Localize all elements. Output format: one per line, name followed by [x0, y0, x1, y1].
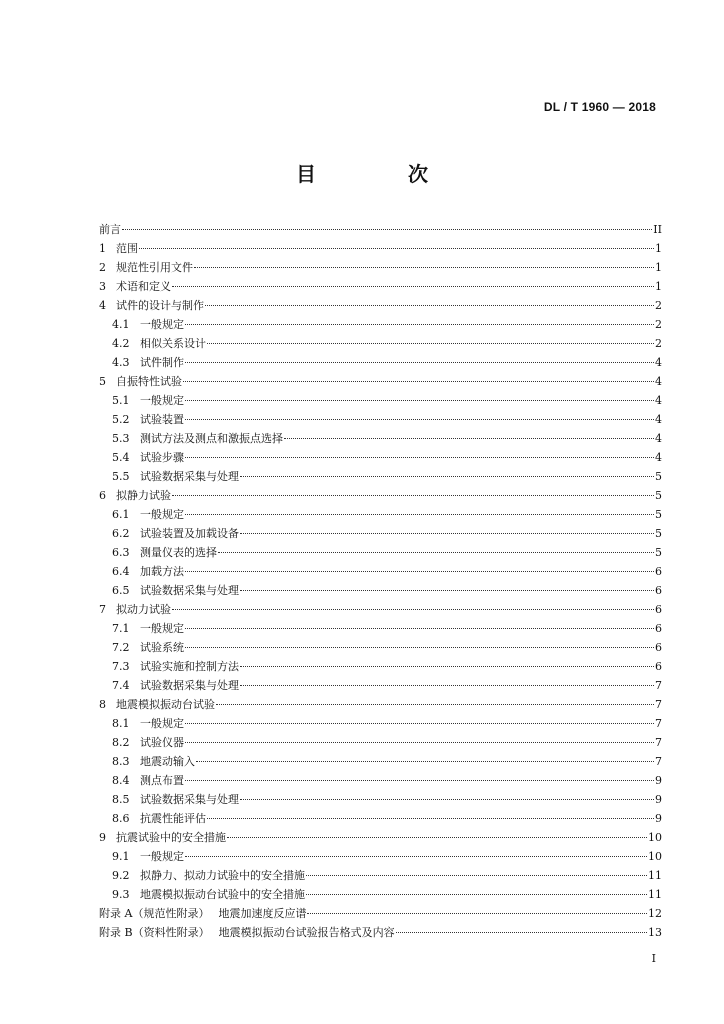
toc-dot-leader — [185, 457, 654, 458]
toc-entry-page: 4 — [655, 413, 662, 426]
toc-entry-label: 试件制作 — [140, 356, 184, 369]
toc-entry-page: 5 — [655, 508, 662, 521]
toc-entry-number: 7 — [99, 603, 106, 616]
toc-entry-label: 一般规定 — [140, 850, 184, 863]
toc-entry-page: 7 — [655, 755, 662, 768]
toc-entry-number: 附录 A（规范性附录） — [99, 907, 210, 920]
toc-dot-leader — [185, 514, 654, 515]
toc-entry-page: 4 — [655, 375, 662, 388]
toc-entry[interactable] — [99, 429, 662, 448]
toc-entry-label: 拟动力试验 — [116, 603, 171, 616]
toc-entry-number: 8.6 — [112, 812, 130, 825]
toc-entry-number: 8.3 — [112, 755, 130, 768]
toc-entry-number: 4.1 — [112, 318, 130, 331]
toc-entry-label: 范围 — [116, 242, 138, 255]
toc-entry-label: 一般规定 — [140, 394, 184, 407]
toc-entry[interactable] — [99, 220, 662, 239]
toc-entry-label: 地震加速度反应谱 — [218, 907, 307, 920]
page-number: I — [651, 952, 656, 965]
toc-entry[interactable] — [99, 752, 662, 771]
toc-entry[interactable] — [99, 771, 662, 790]
toc-entry-label: 拟静力试验 — [116, 489, 171, 502]
toc-entry[interactable] — [99, 828, 662, 847]
toc-entry-page: 9 — [655, 793, 662, 806]
toc-entry[interactable] — [99, 904, 662, 923]
toc-dot-leader — [185, 742, 654, 743]
toc-entry[interactable] — [99, 524, 662, 543]
toc-dot-leader — [240, 685, 654, 686]
toc-entry[interactable] — [99, 258, 662, 277]
toc-dot-leader — [185, 324, 654, 325]
page-title: 目 次 — [296, 162, 464, 186]
toc-entry[interactable] — [99, 790, 662, 809]
toc-entry-label: 试验装置及加载设备 — [140, 527, 239, 540]
toc-entry-number: 6.2 — [112, 527, 130, 540]
toc-entry-label: 一般规定 — [140, 622, 184, 635]
toc-entry-page: 9 — [655, 812, 662, 825]
toc-entry[interactable] — [99, 733, 662, 752]
toc-dot-leader — [196, 761, 654, 762]
toc-entry-number: 9.2 — [112, 869, 130, 882]
toc-entry-page: 11 — [648, 869, 662, 882]
toc-entry-label: 试验数据采集与处理 — [140, 584, 239, 597]
toc-dot-leader — [284, 438, 654, 439]
toc-entry[interactable] — [99, 486, 662, 505]
toc-entry-page: 2 — [655, 299, 662, 312]
toc-entry-label: 测试方法及测点和激振点选择 — [140, 432, 283, 445]
toc-entry-label: 抗震性能评估 — [140, 812, 206, 825]
toc-entry-number: 5.3 — [112, 432, 130, 445]
toc-dot-leader — [207, 343, 654, 344]
toc-entry-page: 13 — [648, 926, 662, 939]
toc-dot-leader — [183, 381, 654, 382]
toc-entry-number: 6 — [99, 489, 106, 502]
toc-entry-number: 8 — [99, 698, 106, 711]
toc-entry-number: 6.5 — [112, 584, 130, 597]
toc-entry-page: 4 — [655, 432, 662, 445]
toc-entry-number: 7.4 — [112, 679, 130, 692]
toc-dot-leader — [172, 495, 654, 496]
toc-dot-leader — [240, 799, 654, 800]
toc-entry-label: 试验仪器 — [140, 736, 184, 749]
toc-entry[interactable] — [99, 334, 662, 353]
toc-entry-number: 7.2 — [112, 641, 130, 654]
toc-entry-number: 5.4 — [112, 451, 130, 464]
toc-entry[interactable] — [99, 410, 662, 429]
toc-entry[interactable] — [99, 505, 662, 524]
toc-entry-label: 地震模拟振动台试验报告格式及内容 — [218, 926, 395, 939]
toc-entry-number: 6.3 — [112, 546, 130, 559]
toc-entry-page: 5 — [655, 470, 662, 483]
toc-dot-leader — [185, 647, 654, 648]
toc-dot-leader — [172, 609, 654, 610]
toc-entry-label: 试验数据采集与处理 — [140, 470, 239, 483]
toc-entry-label: 地震动输入 — [140, 755, 195, 768]
toc-dot-leader — [205, 305, 654, 306]
toc-entry-label: 试验步骤 — [140, 451, 184, 464]
toc-entry-label: 术语和定义 — [116, 280, 171, 293]
toc-entry[interactable] — [99, 315, 662, 334]
toc-entry[interactable] — [99, 847, 662, 866]
toc-entry[interactable] — [99, 372, 662, 391]
toc-entry-label: 加载方法 — [140, 565, 184, 578]
toc-dot-leader — [185, 571, 654, 572]
toc-entry[interactable] — [99, 657, 662, 676]
toc-entry-page: 7 — [655, 717, 662, 730]
toc-dot-leader — [194, 267, 654, 268]
toc-entry[interactable] — [99, 809, 662, 828]
toc-entry[interactable] — [99, 277, 662, 296]
toc-entry-page: 12 — [648, 907, 662, 920]
toc-entry-page: 7 — [655, 679, 662, 692]
toc-entry-page: 7 — [655, 736, 662, 749]
document-code: DL / T 1960 — 2018 — [543, 100, 656, 114]
toc-entry-number: 9 — [99, 831, 106, 844]
toc-entry-label: 地震模拟振动台试验 — [116, 698, 215, 711]
toc-entry[interactable] — [99, 562, 662, 581]
toc-dot-leader — [396, 932, 647, 933]
toc-entry-page: 9 — [655, 774, 662, 787]
toc-entry-label: 测点布置 — [140, 774, 184, 787]
toc-entry-page: 1 — [655, 280, 662, 293]
toc-entry-page: II — [653, 223, 662, 236]
toc-entry-label: 试验数据采集与处理 — [140, 679, 239, 692]
toc-entry-label: 自振特性试验 — [116, 375, 182, 388]
toc-entry[interactable] — [99, 714, 662, 733]
toc-entry[interactable] — [99, 296, 662, 315]
toc-entry-number: 2 — [99, 261, 106, 274]
toc-dot-leader — [185, 780, 654, 781]
toc-entry-label: 一般规定 — [140, 508, 184, 521]
toc-entry-number: 7.1 — [112, 622, 130, 635]
toc-entry-label: 试验实施和控制方法 — [140, 660, 239, 673]
toc-entry-number: 8.1 — [112, 717, 130, 730]
toc-dot-leader — [185, 856, 647, 857]
toc-entry[interactable] — [99, 619, 662, 638]
toc-entry-number: 4 — [99, 299, 106, 312]
toc-entry-page: 5 — [655, 489, 662, 502]
toc-entry-label: 一般规定 — [140, 318, 184, 331]
toc-entry-label: 前言 — [99, 223, 121, 236]
toc-entry-page: 2 — [655, 318, 662, 331]
toc-entry-page: 6 — [655, 641, 662, 654]
toc-entry-label: 试件的设计与制作 — [116, 299, 204, 312]
toc-dot-leader — [185, 723, 654, 724]
table-of-contents — [99, 220, 662, 942]
toc-entry[interactable] — [99, 885, 662, 904]
toc-dot-leader — [218, 552, 654, 553]
toc-entry-number: 7.3 — [112, 660, 130, 673]
toc-entry[interactable] — [99, 600, 662, 619]
toc-entry-page: 7 — [655, 698, 662, 711]
toc-dot-leader — [172, 286, 654, 287]
toc-dot-leader — [185, 419, 654, 420]
toc-dot-leader — [185, 400, 654, 401]
toc-entry[interactable] — [99, 695, 662, 714]
toc-entry-page: 10 — [648, 850, 662, 863]
toc-entry-number: 6.4 — [112, 565, 130, 578]
toc-entry-number: 9.3 — [112, 888, 130, 901]
toc-entry-label: 试验装置 — [140, 413, 184, 426]
toc-entry-label: 相似关系设计 — [140, 337, 206, 350]
toc-entry-page: 4 — [655, 451, 662, 464]
toc-entry-page: 11 — [648, 888, 662, 901]
toc-dot-leader — [185, 628, 654, 629]
toc-entry-page: 2 — [655, 337, 662, 350]
toc-dot-leader — [306, 875, 647, 876]
toc-entry-page: 5 — [655, 546, 662, 559]
toc-entry-label: 一般规定 — [140, 717, 184, 730]
toc-entry-number: 9.1 — [112, 850, 130, 863]
toc-dot-leader — [240, 590, 654, 591]
toc-entry-number: 5.5 — [112, 470, 130, 483]
toc-entry-number: 4.3 — [112, 356, 130, 369]
toc-entry-label: 地震模拟振动台试验中的安全措施 — [140, 888, 305, 901]
toc-entry[interactable] — [99, 448, 662, 467]
toc-dot-leader — [122, 229, 652, 230]
toc-entry-label: 试验数据采集与处理 — [140, 793, 239, 806]
toc-entry-page: 4 — [655, 394, 662, 407]
toc-entry[interactable] — [99, 581, 662, 600]
toc-entry[interactable] — [99, 638, 662, 657]
toc-dot-leader — [240, 666, 654, 667]
toc-entry-number: 3 — [99, 280, 106, 293]
toc-entry-number: 8.4 — [112, 774, 130, 787]
toc-entry-number: 4.2 — [112, 337, 130, 350]
toc-entry[interactable] — [99, 239, 662, 258]
toc-entry[interactable] — [99, 543, 662, 562]
toc-entry[interactable] — [99, 676, 662, 695]
toc-entry[interactable] — [99, 866, 662, 885]
toc-entry-page: 4 — [655, 356, 662, 369]
toc-entry-number: 附录 B（资料性附录） — [99, 926, 210, 939]
toc-entry-number: 6.1 — [112, 508, 130, 521]
toc-dot-leader — [240, 476, 654, 477]
toc-entry-number: 8.5 — [112, 793, 130, 806]
toc-entry-page: 6 — [655, 603, 662, 616]
toc-dot-leader — [216, 704, 654, 705]
toc-entry-label: 抗震试验中的安全措施 — [116, 831, 226, 844]
toc-entry-label: 试验系统 — [140, 641, 184, 654]
toc-dot-leader — [307, 913, 647, 914]
toc-entry-number: 5.2 — [112, 413, 130, 426]
toc-entry-number: 5.1 — [112, 394, 130, 407]
toc-entry-page: 1 — [655, 261, 662, 274]
toc-entry-page: 6 — [655, 622, 662, 635]
toc-entry-number: 1 — [99, 242, 106, 255]
toc-entry-label: 拟静力、拟动力试验中的安全措施 — [140, 869, 305, 882]
toc-entry-number: 5 — [99, 375, 106, 388]
toc-entry-page: 6 — [655, 584, 662, 597]
toc-entry-page: 1 — [655, 242, 662, 255]
toc-dot-leader — [227, 837, 647, 838]
toc-entry-page: 6 — [655, 660, 662, 673]
toc-dot-leader — [207, 818, 654, 819]
toc-entry[interactable] — [99, 467, 662, 486]
toc-dot-leader — [139, 248, 654, 249]
toc-entry-page: 6 — [655, 565, 662, 578]
toc-entry-page: 5 — [655, 527, 662, 540]
toc-entry-page: 10 — [648, 831, 662, 844]
toc-entry[interactable] — [99, 391, 662, 410]
toc-entry-label: 测量仪表的选择 — [140, 546, 217, 559]
toc-dot-leader — [185, 362, 654, 363]
toc-entry-number: 8.2 — [112, 736, 130, 749]
toc-entry[interactable] — [99, 923, 662, 942]
toc-dot-leader — [240, 533, 654, 534]
toc-entry[interactable] — [99, 353, 662, 372]
toc-entry-label: 规范性引用文件 — [116, 261, 193, 274]
toc-dot-leader — [306, 894, 647, 895]
